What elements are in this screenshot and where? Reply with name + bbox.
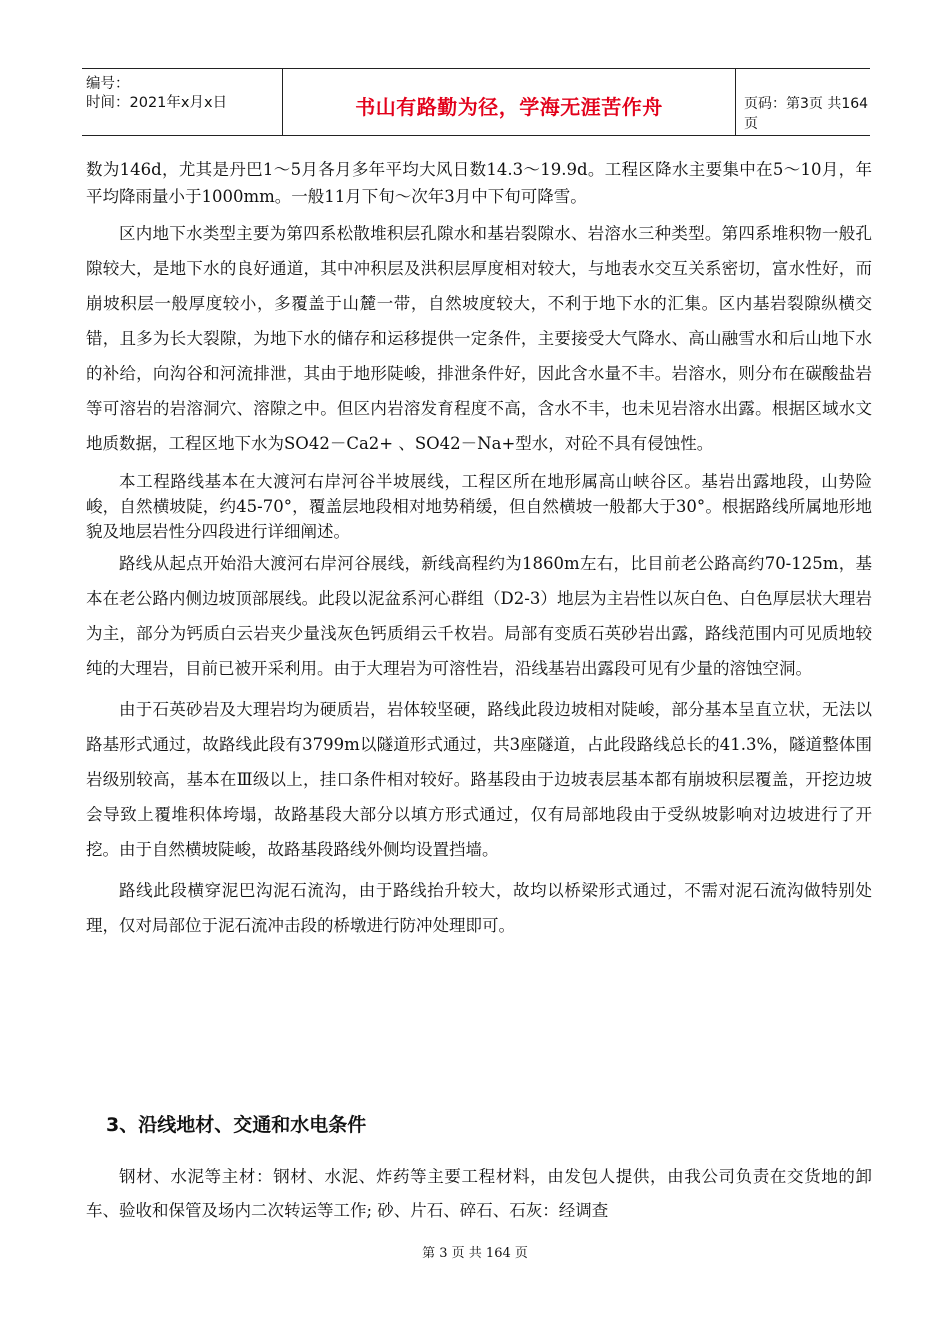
page-header bbox=[82, 68, 870, 136]
paragraph-groundwater: 区内地下水类型主要为第四系松散堆积层孔隙水和基岩裂隙水、岩溶水三种类型。第四系堆积物一般孔隙较大，是地下水的良好通道，其中冲积层及洪积层厚度相对较大，与地表水交互关系密切，富水性好，而崩坡积层一般厚度较小，多覆盖于山麓一带，自然坡度较大，不利于地下水的汇集。区内基岩裂隙纵横交错，且多为长大裂隙，为地下水的储存和运移提供一定条件，主要接受大气降水、高山融雪水和后山地下水的补给，向沟谷和河流排泄，其由于地形陡峻，排泄条件好，因此含水量不丰。岩溶水，则分布在碳酸盐岩等可溶岩的岩溶洞穴、溶隙之中。但区内岩溶发育程度不高，含水不丰，也未见岩溶水出露。根据区域水文地质数据，工程区地下水为SO42－Ca2+ 、SO42－Na+型水，对砼不具有侵蚀性。 bbox=[86, 224, 872, 453]
body-text bbox=[86, 156, 872, 943]
section-heading: 3、沿线地材、交通和水电条件 bbox=[106, 1114, 367, 1136]
paragraph-climate: 数为146d，尤其是丹巴1～5月各月多年平均大风日数14.3～19.9d。工程区降水主要集中在5～10月，年平均降雨量小于1000mm。一般11月下旬～次年3月中下旬可降雪。 bbox=[86, 160, 872, 206]
paragraph-materials: 钢材、水泥等主材：钢材、水泥、炸药等主要工程材料，由发包人提供，由我公司负责在交货地的卸车、验收和保管及场内二次转运等工作; 砂、片石、碎石、石灰：经调查 bbox=[86, 1167, 872, 1220]
document-date: 时间：2021年x月x日 bbox=[86, 95, 228, 111]
header-meta bbox=[82, 69, 282, 135]
paragraph-tunnels: 由于石英砂岩及大理岩均为硬质岩，岩体较坚硬，路线此段边坡相对陡峻，部分基本呈直立状，无法以路基形式通过，故路线此段有3799m以隧道形式通过，共3座隧道，占此段路线总长的41.3%，隧道整体围岩级别较高，基本在Ⅲ级以上，挂口条件相对较好。路基段由于边坡表层基本都有崩坡积层覆盖，开挖边坡会导致上覆堆积体垮塌，故路基段大部分以填方形式通过，仅有局部地段由于受纵坡影响对边坡进行了开挖。由于自然横坡陡峻，故路基段路线外侧均设置挡墙。 bbox=[86, 700, 872, 859]
header-motto: 书山有路勤为径，学海无涯苦作舟 bbox=[282, 69, 736, 135]
header-page-info: 页码：第3页 共164页 bbox=[744, 96, 869, 132]
paragraph-debris-flow: 路线此段横穿泥巴沟泥石流沟，由于路线抬升较大，故均以桥梁形式通过，不需对泥石流沟做特别处理，仅对局部位于泥石流冲击段的桥墩进行防冲处理即可。 bbox=[86, 881, 872, 935]
paragraph-section-one: 路线从起点开始沿大渡河右岸河谷展线，新线高程约为1860m左右，比目前老公路高约70-125m，基本在老公路内侧边坡顶部展线。此段以泥盆系河心群组（D2-3）地层为主岩性以灰白色、白色厚层状大理岩为主，部分为钙质白云岩夹少量浅灰色钙质绢云千枚岩。局部有变质石英砂岩出露，路线范围内可见质地较纯的大理岩，目前已被开采利用。由于大理岩为可溶性岩，沿线基岩出露段可见有少量的溶蚀空洞。 bbox=[86, 554, 872, 678]
page-footer: 第 3 页 共 164 页 bbox=[422, 1246, 528, 1261]
document-number-label: 编号： bbox=[86, 76, 130, 92]
paragraph-terrain: 本工程路线基本在大渡河右岸河谷半坡展线，工程区所在地形属高山峡谷区。基岩出露地段，山势险峻，自然横坡陡，约45-70°，覆盖层地段相对地势稍缓，但自然横坡一般都大于30°。根据路线所属地形地貌及地层岩性分四段进行详细阐述。 bbox=[86, 472, 872, 541]
